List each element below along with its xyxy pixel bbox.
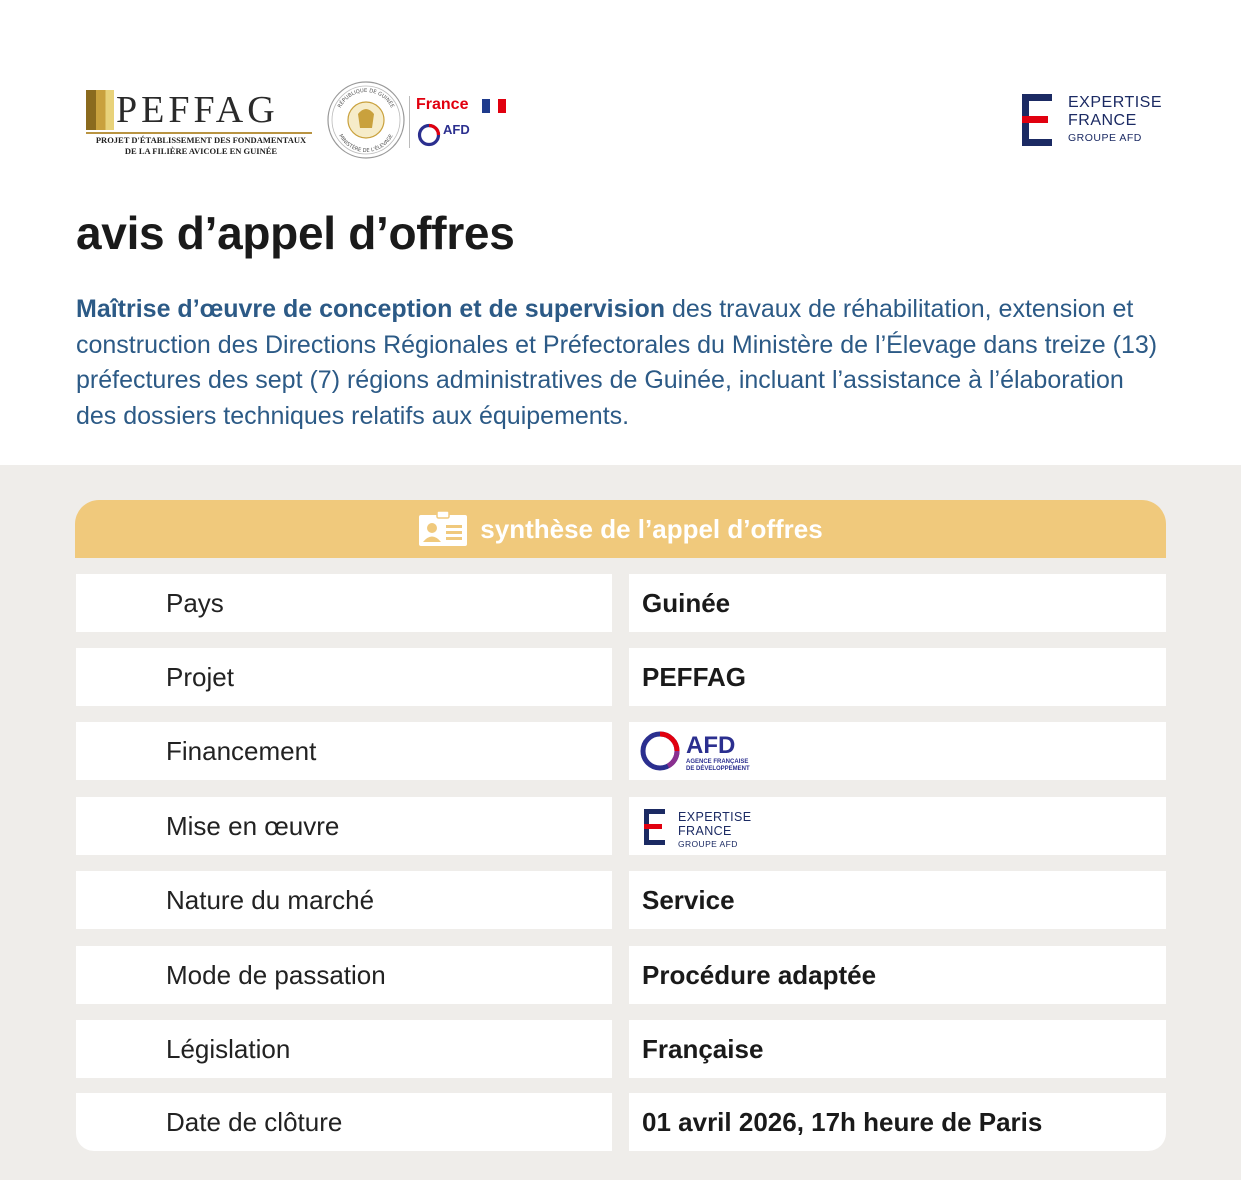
row-label-projet: Projet — [76, 648, 612, 706]
row-value-pays: Guinée — [629, 574, 1166, 632]
row-value-financement — [629, 722, 1166, 780]
expertise-france-mark-icon — [644, 809, 666, 845]
peffag-logo-mark — [86, 90, 114, 130]
peffag-logo-word: PEFFAG — [116, 89, 279, 131]
afd-logo-fullname — [686, 759, 750, 773]
ef-row-line1: EXPERTISE — [678, 810, 752, 824]
row-value-nature: Service — [629, 871, 1166, 929]
peffag-logo — [86, 90, 316, 160]
seal-top-text: RÉPUBLIQUE DE GUINÉE — [337, 87, 395, 110]
french-flag-icon — [482, 99, 506, 113]
summary-header — [75, 500, 1166, 558]
row-label-financement: Financement — [76, 722, 612, 780]
intro-paragraph — [76, 292, 1166, 434]
afd-logo-line1: AGENCE FRANÇAISE — [686, 759, 749, 765]
row-value-projet: PEFFAG — [629, 648, 1166, 706]
ef-line1: EXPERTISE — [1068, 94, 1163, 111]
row-label-date-cloture: Date de clôture — [76, 1093, 612, 1151]
afd-logo-name: AFD — [686, 732, 736, 759]
row-label-nature: Nature du marché — [76, 871, 612, 929]
peffag-logo-subtitle — [86, 135, 316, 157]
afd-ring-icon — [416, 122, 442, 148]
expertise-france-mark-icon — [1022, 94, 1054, 146]
logo-divider — [409, 96, 410, 148]
intro-bold: Maîtrise d’œuvre de conception et de supervision — [76, 295, 666, 323]
expertise-france-header-logo — [1022, 94, 1172, 150]
row-label-mode: Mode de passation — [76, 946, 612, 1004]
row-label-mise-en-oeuvre: Mise en œuvre — [76, 797, 612, 855]
expertise-france-header-text — [1068, 94, 1162, 146]
page-title: avis d’appel d’offres — [76, 207, 515, 259]
ministry-seal-logo — [326, 80, 406, 160]
id-card-icon — [418, 511, 468, 547]
row-label-pays: Pays — [76, 574, 612, 632]
peffag-subtitle-line2: DE LA FILIÈRE AVICOLE EN GUINÉE — [124, 146, 278, 156]
seal-bottom-text: MINISTÈRE DE L'ÉLEVAGE — [337, 133, 395, 155]
afd-small-logo — [416, 120, 506, 150]
afd-logo-line2: DE DÉVELOPPEMENT — [686, 766, 750, 772]
afd-ring-icon — [638, 729, 682, 773]
ef-row-line3: GROUPE AFD — [678, 839, 738, 849]
expertise-france-text — [678, 810, 752, 851]
row-value-mise-en-oeuvre — [629, 797, 1166, 855]
summary-heading: synthèse de l’appel d’offres — [480, 513, 823, 544]
row-value-mode: Procédure adaptée — [629, 946, 1166, 1004]
peffag-subtitle-line1: PROJET D'ÉTABLISSEMENT DES FONDAMENTAUX — [95, 135, 307, 145]
row-value-date-cloture: 01 avril 2026, 17h heure de Paris — [629, 1093, 1166, 1151]
afd-small-label: AFD — [443, 122, 470, 137]
afd-logo — [642, 726, 782, 776]
row-label-legislation: Législation — [76, 1020, 612, 1078]
ef-row-line2: FRANCE — [678, 824, 732, 838]
expertise-france-logo — [642, 803, 772, 849]
france-afd-logo — [416, 96, 516, 152]
row-value-legislation: Française — [629, 1020, 1166, 1078]
france-label: France — [416, 96, 469, 113]
ef-line3: GROUPE AFD — [1068, 132, 1142, 144]
intro-rest: des travaux de réhabilitation, extension et construction des Directions Régionales et Préfectorales du Ministère de l’Élevage dans treize (13) préfectures des sept (7) régions administratives de Guinée, incluant l’assistance à l’élaboration des dossiers techniques relatifs aux équipements. — [76, 295, 1158, 430]
ef-line2: FRANCE — [1068, 112, 1137, 129]
peffag-logo-rule — [86, 132, 312, 134]
